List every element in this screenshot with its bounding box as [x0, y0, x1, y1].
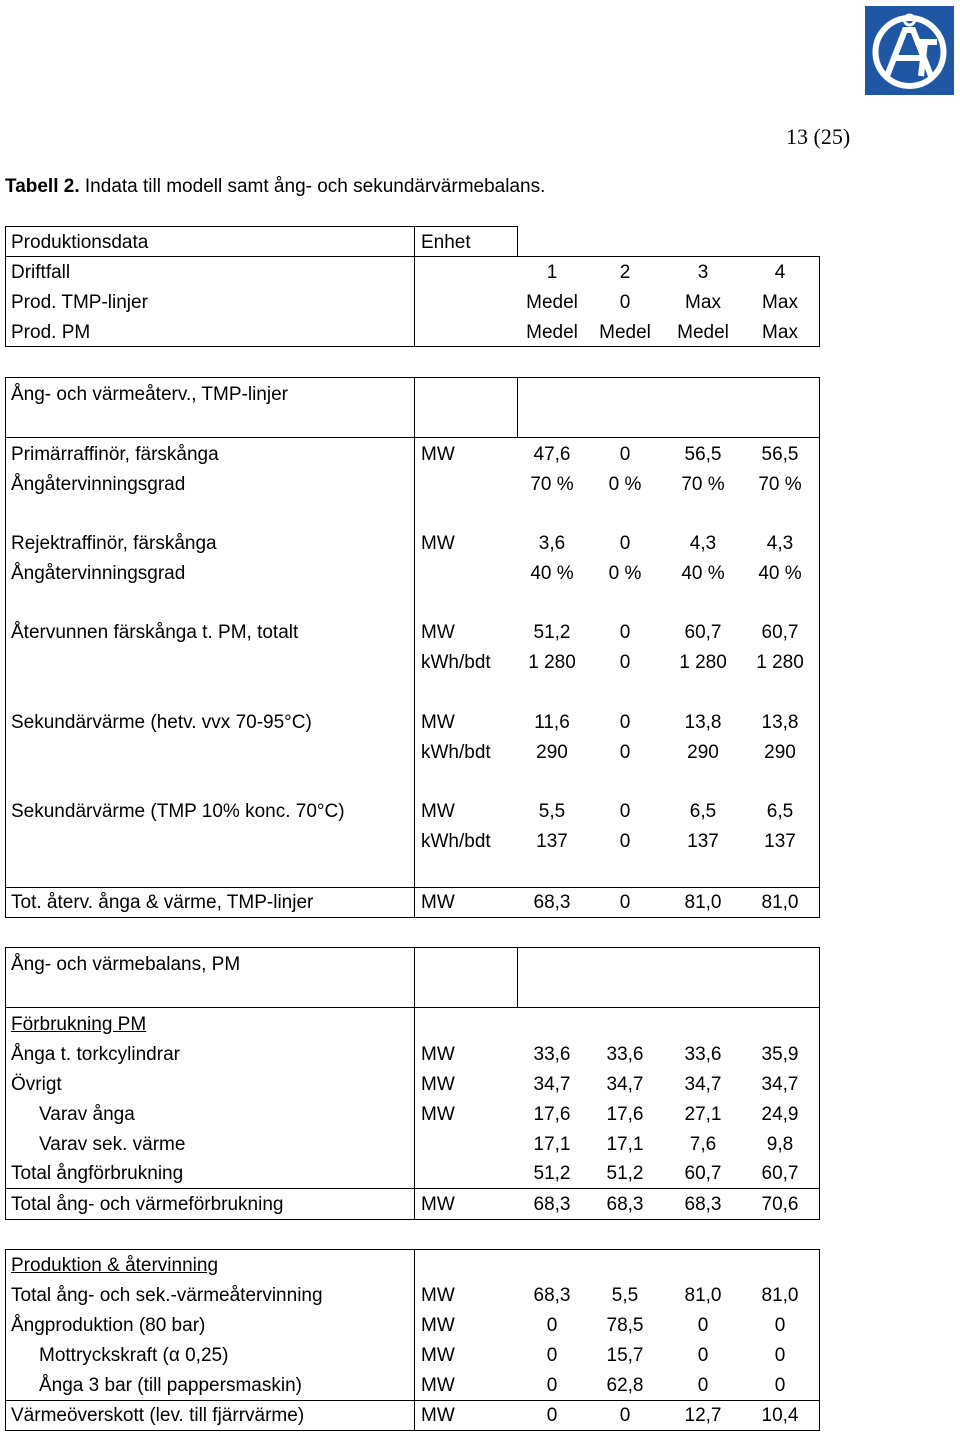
- value-cell: 81,0: [761, 1285, 799, 1306]
- value-cell: 33,6: [606, 1044, 644, 1065]
- value-cell: 0 %: [608, 563, 642, 584]
- page-number: 13 (25): [786, 124, 851, 149]
- af-logo-icon: [865, 6, 954, 95]
- value-cell: 27,1: [684, 1104, 722, 1125]
- value-cell: 0: [619, 831, 631, 852]
- value-cell: 40 %: [758, 563, 802, 584]
- value-cell: 35,9: [761, 1044, 799, 1065]
- unit-cell: MW: [421, 801, 455, 822]
- value-cell: 7,6: [689, 1134, 717, 1155]
- unit-cell: MW: [421, 1345, 455, 1366]
- value-cell: 60,7: [761, 1163, 799, 1184]
- value-cell: 68,3: [533, 1194, 571, 1215]
- row-label: Total ångförbrukning: [11, 1163, 184, 1184]
- value-cell: 11,6: [534, 712, 570, 733]
- value-cell: 40 %: [681, 563, 725, 584]
- unit-cell: kWh/bdt: [421, 652, 491, 673]
- value-cell: 0: [619, 712, 631, 733]
- row-label: Ångproduktion (80 bar): [11, 1315, 206, 1336]
- value-cell: 34,7: [606, 1074, 644, 1095]
- row-label: Primärraffinör, färskånga: [11, 444, 219, 465]
- value-cell: Medel: [526, 292, 578, 313]
- value-cell: 3: [697, 262, 709, 283]
- unit-cell: MW: [421, 1074, 455, 1095]
- value-cell: 0 %: [608, 474, 642, 495]
- value-cell: 68,3: [533, 1285, 571, 1306]
- value-cell: 4,3: [766, 533, 794, 554]
- caption-label: Tabell 2.: [5, 176, 80, 197]
- value-cell: 62,8: [606, 1375, 644, 1396]
- value-cell: 70,6: [761, 1194, 799, 1215]
- value-cell: 70 %: [530, 474, 574, 495]
- value-cell: 5,5: [611, 1285, 639, 1306]
- row-label: Total ång- och värmeförbrukning: [11, 1194, 284, 1215]
- value-cell: 4,3: [689, 533, 717, 554]
- value-cell: 51,2: [533, 622, 571, 643]
- row-label: Prod. PM: [11, 322, 91, 343]
- unit-cell: MW: [421, 712, 455, 733]
- value-cell: 17,1: [533, 1134, 571, 1155]
- unit-cell: MW: [421, 622, 455, 643]
- row-label: Total ång- och sek.-värmeåtervinning: [11, 1285, 323, 1306]
- value-cell: 34,7: [761, 1074, 799, 1095]
- value-cell: 51,2: [533, 1163, 571, 1184]
- value-cell: 81,0: [761, 892, 799, 913]
- value-cell: 0: [546, 1315, 558, 1336]
- value-cell: 10,4: [761, 1405, 799, 1426]
- unit-cell: MW: [421, 533, 455, 554]
- value-cell: 290: [764, 742, 796, 763]
- subsection-title: Produktion & återvinning: [11, 1255, 219, 1276]
- value-cell: 290: [536, 742, 568, 763]
- value-cell: 15,7: [606, 1345, 644, 1366]
- row-label: Sekundärvärme (TMP 10% konc. 70°C): [11, 801, 345, 822]
- unit-cell: kWh/bdt: [421, 742, 491, 763]
- subsection-title: Förbrukning PM: [11, 1014, 147, 1035]
- value-cell: 0: [619, 892, 631, 913]
- value-cell: 81,0: [684, 1285, 722, 1306]
- value-cell: 13,8: [761, 712, 799, 733]
- value-cell: Max: [762, 292, 798, 313]
- value-cell: Max: [762, 322, 798, 343]
- value-cell: 78,5: [606, 1315, 644, 1336]
- value-cell: 17,6: [606, 1104, 644, 1125]
- company-logo: [865, 6, 954, 95]
- row-label: Ångåtervinningsgrad: [11, 474, 186, 495]
- value-cell: 68,3: [533, 892, 571, 913]
- unit-cell: MW: [421, 1405, 455, 1426]
- section-title: Ång- och värmebalans, PM: [11, 954, 241, 975]
- unit-cell: MW: [421, 1285, 455, 1306]
- value-cell: 6,5: [766, 801, 794, 822]
- value-cell: 2: [619, 262, 631, 283]
- value-cell: 0: [546, 1405, 558, 1426]
- unit-cell: MW: [421, 1375, 455, 1396]
- value-cell: 34,7: [684, 1074, 722, 1095]
- value-cell: 0: [546, 1375, 558, 1396]
- value-cell: 33,6: [533, 1044, 571, 1065]
- value-cell: 12,7: [684, 1405, 722, 1426]
- row-label: Varav sek. värme: [39, 1134, 186, 1155]
- value-cell: 0: [619, 801, 631, 822]
- row-label: Rejektraffinör, färskånga: [11, 533, 217, 554]
- value-cell: 1 280: [679, 652, 727, 673]
- value-cell: 137: [687, 831, 719, 852]
- value-cell: 0: [619, 1405, 631, 1426]
- table-caption: [5, 176, 545, 198]
- value-cell: 0: [619, 292, 631, 313]
- value-cell: 0: [697, 1345, 709, 1366]
- value-cell: 0: [546, 1345, 558, 1366]
- value-cell: 3,6: [538, 533, 566, 554]
- value-cell: 0: [619, 742, 631, 763]
- row-label: Tot. återv. ånga & värme, TMP-linjer: [11, 892, 314, 913]
- row-label: Ånga t. torkcylindrar: [11, 1044, 180, 1065]
- row-label: Prod. TMP-linjer: [11, 292, 148, 313]
- value-cell: 0: [619, 622, 631, 643]
- unit-cell: MW: [421, 1194, 455, 1215]
- value-cell: Medel: [599, 322, 651, 343]
- value-cell: 9,8: [766, 1134, 794, 1155]
- row-label: Värmeöverskott (lev. till fjärrvärme): [11, 1405, 305, 1426]
- unit-cell: MW: [421, 892, 455, 913]
- value-cell: Medel: [526, 322, 578, 343]
- value-cell: 56,5: [761, 444, 799, 465]
- row-label: Ånga 3 bar (till pappersmaskin): [39, 1375, 302, 1396]
- value-cell: 5,5: [538, 801, 566, 822]
- value-cell: 0: [619, 652, 631, 673]
- value-cell: 70 %: [758, 474, 802, 495]
- value-cell: 81,0: [684, 892, 722, 913]
- value-cell: 56,5: [684, 444, 722, 465]
- value-cell: 33,6: [684, 1044, 722, 1065]
- value-cell: 137: [536, 831, 568, 852]
- value-cell: 0: [619, 533, 631, 554]
- value-cell: 6,5: [689, 801, 717, 822]
- value-cell: 13,8: [684, 712, 722, 733]
- value-cell: 0: [774, 1315, 786, 1336]
- value-cell: 1 280: [528, 652, 576, 673]
- row-label: Driftfall: [11, 262, 71, 283]
- value-cell: 0: [697, 1315, 709, 1336]
- unit-cell: kWh/bdt: [421, 831, 491, 852]
- value-cell: 290: [687, 742, 719, 763]
- value-cell: 137: [764, 831, 796, 852]
- row-label: Sekundärvärme (hetv. vvx 70-95°C): [11, 712, 312, 733]
- row-label: Varav ånga: [39, 1104, 135, 1125]
- value-cell: 60,7: [684, 622, 722, 643]
- header-produktionsdata: Produktionsdata: [11, 232, 149, 253]
- row-label: Mottryckskraft (α 0,25): [39, 1345, 229, 1366]
- value-cell: 1 280: [756, 652, 804, 673]
- row-label: Återvunnen färskånga t. PM, totalt: [11, 622, 299, 643]
- unit-cell: MW: [421, 1315, 455, 1336]
- value-cell: 0: [697, 1375, 709, 1396]
- row-label: Övrigt: [11, 1074, 62, 1095]
- unit-cell: MW: [421, 444, 455, 465]
- section-title: Ång- och värmeåterv., TMP-linjer: [11, 384, 288, 405]
- value-cell: 0: [774, 1345, 786, 1366]
- value-cell: 0: [619, 444, 631, 465]
- value-cell: 60,7: [684, 1163, 722, 1184]
- value-cell: Max: [685, 292, 721, 313]
- value-cell: 17,1: [606, 1134, 644, 1155]
- value-cell: 0: [774, 1375, 786, 1396]
- unit-cell: MW: [421, 1044, 455, 1065]
- value-cell: 60,7: [761, 622, 799, 643]
- value-cell: 68,3: [684, 1194, 722, 1215]
- row-label: Ångåtervinningsgrad: [11, 563, 186, 584]
- value-cell: 40 %: [530, 563, 574, 584]
- value-cell: 4: [774, 262, 786, 283]
- value-cell: 17,6: [533, 1104, 571, 1125]
- caption-text: Indata till modell samt ång- och sekundärvärmebalans.: [79, 176, 546, 197]
- value-cell: 68,3: [606, 1194, 644, 1215]
- value-cell: 34,7: [533, 1074, 571, 1095]
- value-cell: 47,6: [533, 444, 571, 465]
- value-cell: 70 %: [681, 474, 725, 495]
- value-cell: 51,2: [606, 1163, 644, 1184]
- value-cell: 24,9: [761, 1104, 799, 1125]
- unit-cell: MW: [421, 1104, 455, 1125]
- value-cell: 1: [546, 262, 558, 283]
- value-cell: Medel: [677, 322, 729, 343]
- header-enhet: Enhet: [421, 232, 471, 253]
